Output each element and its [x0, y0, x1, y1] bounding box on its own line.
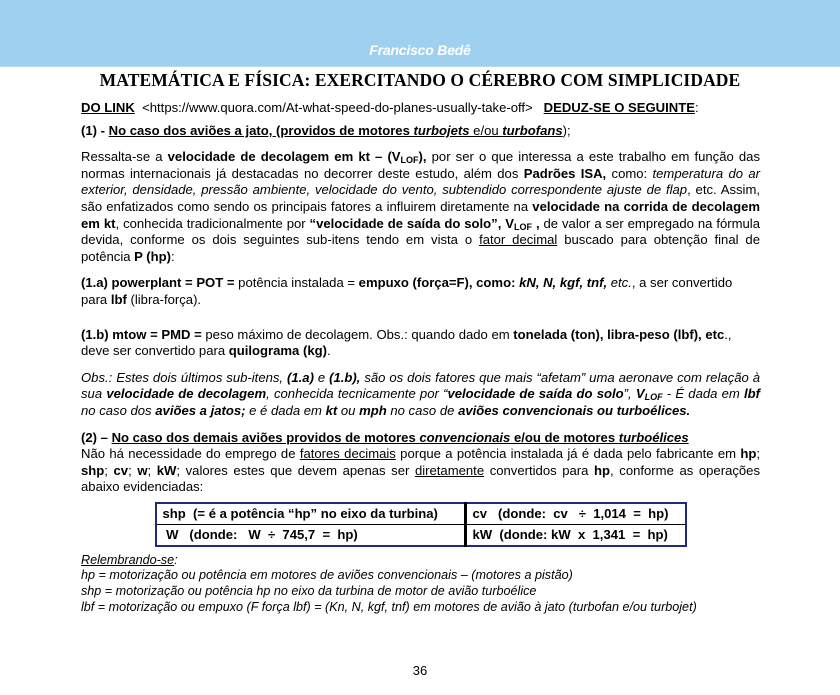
- document-body: [81, 100, 760, 615]
- section-1-paragraph: [81, 149, 760, 265]
- text: Não há necessidade do emprego de: [81, 446, 300, 462]
- remember-heading-text: Relembrando-se: [81, 552, 175, 567]
- deduz-colon: :: [694, 100, 699, 115]
- text: Ressalta-se a: [81, 149, 168, 165]
- emphasis: “velocidade de saída do solo”, V: [309, 215, 515, 231]
- text: (libra-força).: [126, 291, 202, 307]
- observation-paragraph: [81, 370, 760, 420]
- author-name: Francisco Bedê: [369, 42, 471, 58]
- text: , etc. Assim, são enfatizados como sendo os principais fatores a influirem diretamente na: [81, 182, 761, 214]
- unit: cv: [113, 462, 129, 478]
- unit: w: [137, 462, 148, 478]
- text: potência instalada =: [234, 275, 359, 291]
- underlined-term: fator decimal: [479, 232, 558, 248]
- text: ;: [756, 446, 760, 462]
- unit: kW: [156, 462, 177, 478]
- remember-line: hp = motorização ou potência em motores de aviões convencionais – (motores a pistão): [81, 568, 573, 583]
- text: - É dada em: [662, 386, 745, 402]
- section-2-paragraph: [81, 446, 760, 496]
- section-1-heading-text: No caso dos aviões a jato, (providos de motores: [108, 122, 414, 138]
- emphasis: quilograma (kg): [228, 343, 327, 359]
- source-link-line: [81, 100, 760, 117]
- emphasis: velocidade de decolagem em kt – (V: [167, 149, 401, 165]
- emphasis: aviões convencionais ou turboélices.: [458, 402, 691, 418]
- text: ., deve ser convertido para: [81, 326, 732, 359]
- item-label: (1.a) powerplant = POT =: [81, 275, 235, 291]
- text: porque a potência instalada já é dada pelo fabricante em: [395, 446, 741, 462]
- emphasis: empuxo (força=F), como:: [358, 275, 520, 291]
- page-number: 36: [412, 663, 428, 678]
- text: .: [326, 343, 331, 359]
- text: buscado para obtenção final de potência: [81, 232, 760, 264]
- text: Obs.: Estes dois últimos sub-itens,: [81, 369, 288, 385]
- section-2-heading: [81, 430, 760, 447]
- unit: hp: [740, 446, 757, 462]
- section-1-heading: [81, 123, 760, 140]
- subscript-lof: LOF: [400, 155, 419, 166]
- heading-end: );: [562, 122, 571, 138]
- units-list: kN, N, kgf, tnf,: [519, 275, 608, 291]
- emphasis: aviões a jatos;: [155, 402, 246, 418]
- text: ;: [147, 462, 157, 478]
- conditions-list: temperatura do ar exterior, densidade, pressão ambiente, velocidade do vento, subtendido correspondente ajuste de flap: [81, 165, 760, 198]
- item-label: (1.b) mtow = PMD =: [81, 326, 202, 342]
- underlined-term: diretamente: [414, 462, 485, 478]
- section-1-number: (1) -: [81, 122, 109, 138]
- emphasis: P (hp): [134, 248, 172, 264]
- page-title: MATEMÁTICA E FÍSICA: EXERCITANDO O CÉREBRO COM SIMPLICIDADE: [99, 70, 741, 90]
- text: como:: [606, 165, 653, 181]
- conventional-term: convencionais: [419, 429, 511, 445]
- text: no caso dos: [81, 402, 156, 418]
- emphasis: (1.a): [287, 369, 314, 385]
- text: etc.: [607, 275, 632, 291]
- item-1b: [81, 327, 760, 360]
- table-cell: shp (= é a potência “hp” no eixo da turbina): [156, 503, 466, 525]
- text: , a ser convertido para: [81, 275, 733, 307]
- text: ;: [104, 462, 114, 478]
- emphasis: lbf: [744, 386, 761, 402]
- emphasis: velocidade de saída do solo: [447, 386, 624, 402]
- text: por ser o que interessa a este trabalho em função das normas internacionais já destacadas no decorrer deste estudo, além dos: [81, 149, 760, 181]
- remember-line: lbf = motorização ou empuxo (F força lbf) = (Kn, N, kgf, tnf) em motores de avião à jato (turbofan e/ou turbojet): [81, 599, 697, 614]
- section-2-heading-text: e/ou de motores: [510, 429, 619, 445]
- emphasis: lbf: [110, 291, 127, 307]
- and-or-text: e/ou: [469, 122, 503, 138]
- text: e é dada em: [245, 402, 326, 418]
- text: e: [313, 369, 330, 385]
- underlined-term: fatores decimais: [299, 446, 396, 462]
- remember-section: [81, 553, 760, 615]
- remember-colon: :: [174, 552, 178, 567]
- conversion-table: [155, 502, 687, 547]
- emphasis: velocidade de decolagem: [106, 386, 267, 402]
- table-cell: W (donde: W ÷ 745,7 = hp): [156, 524, 466, 546]
- emphasis: kt: [325, 402, 338, 418]
- item-1a: [81, 275, 760, 308]
- text: ”,: [623, 386, 636, 402]
- emphasis: V: [635, 386, 645, 402]
- emphasis: ),: [418, 149, 427, 165]
- text: :: [171, 248, 175, 264]
- do-link-label: DO LINK: [81, 100, 135, 115]
- remember-heading: [81, 553, 760, 569]
- emphasis: tonelada (ton), libra-peso (lbf), etc: [513, 326, 725, 342]
- remember-line: shp = motorização ou potência hp no eixo da turbina de motor de avião turboélice: [81, 584, 537, 599]
- text: no caso de: [386, 402, 459, 418]
- text: ; valores estes que devem apenas ser: [176, 462, 415, 478]
- text: ou: [337, 402, 360, 418]
- subscript-lof: LOF: [644, 392, 663, 403]
- unit: shp: [81, 462, 105, 478]
- table-row: [156, 503, 686, 525]
- turbofans-term: turbofans: [502, 122, 563, 138]
- emphasis: ,: [532, 215, 540, 231]
- emphasis: (1.b),: [329, 369, 361, 385]
- text: , conhecida tecnicamente por “: [266, 386, 448, 402]
- source-url[interactable]: <https://www.quora.com/At-what-speed-do-planes-usually-take-off>: [142, 100, 533, 115]
- section-2-heading-text: No caso dos demais aviões providos de motores: [111, 429, 420, 445]
- unit: hp: [594, 462, 611, 478]
- header-band: [0, 0, 840, 67]
- text: ;: [128, 462, 138, 478]
- text: são os dois fatores que mais “afetam” uma aeronave com relação à sua: [81, 369, 760, 402]
- emphasis: velocidade na corrida de decolagem em kt: [81, 198, 760, 231]
- turboprop-term: turboélices: [618, 429, 689, 445]
- subscript-lof: LOF: [514, 221, 533, 232]
- table-cell: cv (donde: cv ÷ 1,014 = hp): [465, 503, 686, 525]
- deduz-label: DEDUZ-SE O SEGUINTE: [543, 100, 695, 115]
- isa-standards: Padrões ISA,: [523, 165, 607, 181]
- turbojets-term: turbojets: [413, 122, 470, 138]
- text: peso máximo de decolagem. Obs.: quando dado em: [201, 326, 514, 342]
- table-cell: kW (donde: kW x 1,341 = hp): [465, 524, 686, 546]
- section-2-number: (2) –: [81, 429, 112, 445]
- text: , conhecida tradicionalmente por: [115, 215, 310, 231]
- emphasis: mph: [359, 402, 387, 418]
- text: convertidos para: [484, 462, 595, 478]
- text: de valor a ser empregado na fórmula devida, conforme os dois seguintes sub-itens tendo em vista o: [81, 215, 760, 248]
- table-row: [156, 524, 686, 546]
- text: , conforme as operações abaixo evidenciadas:: [81, 462, 761, 495]
